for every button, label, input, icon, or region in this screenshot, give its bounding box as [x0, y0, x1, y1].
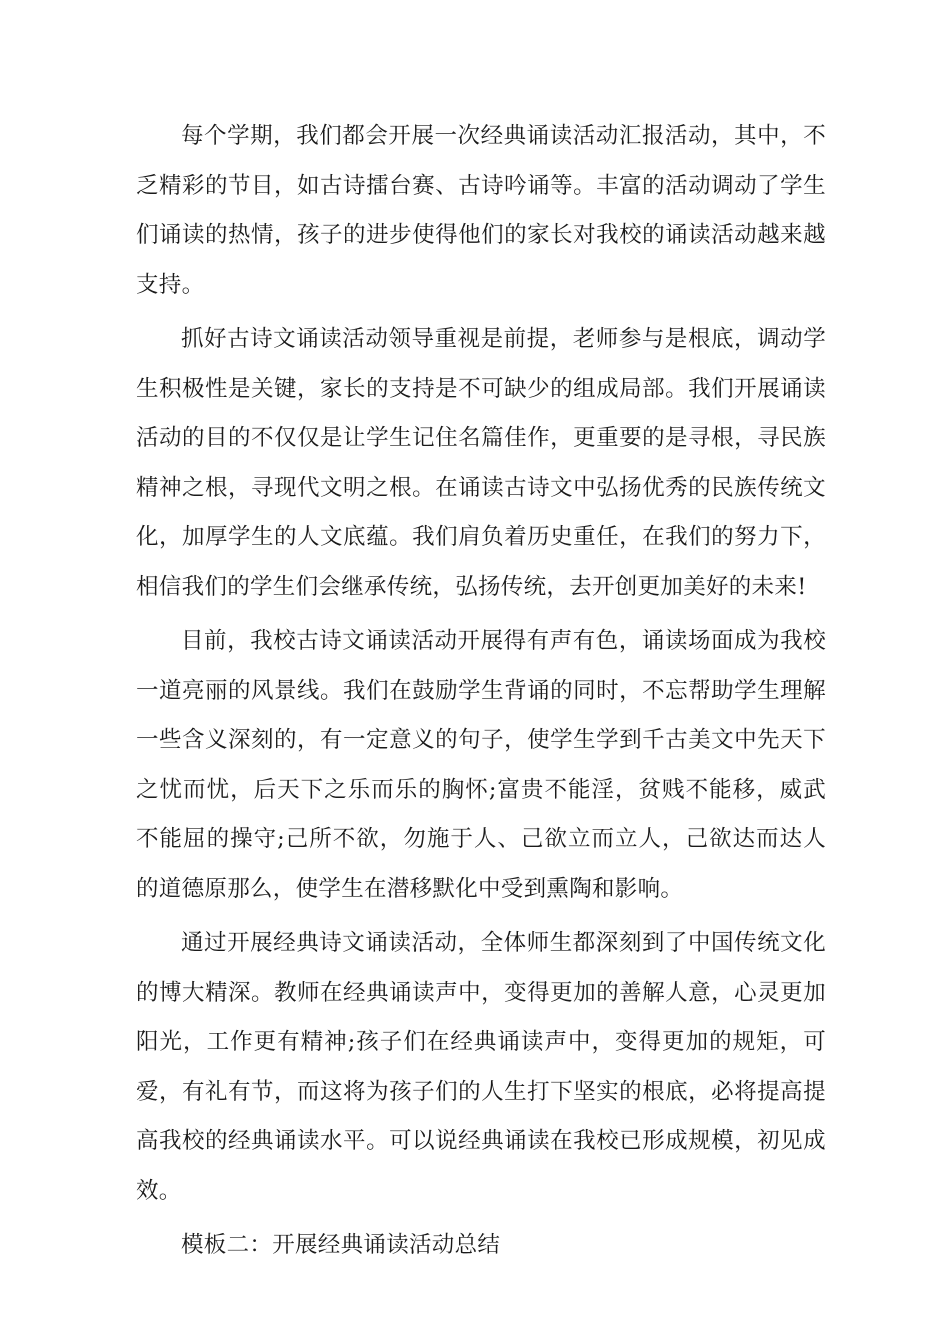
paragraph-2: 抓好古诗文诵读活动领导重视是前提，老师参与是根底，调动学生积极性是关键，家长的支持是不可缺少的组成局部。我们开展诵读活动的目的不仅仅是让学生记住名篇佳作，更重要的是寻根，寻民族精神之根，寻现代文明之根。在诵读古诗文中弘扬优秀的民族传统文化，加厚学生的人文底蕴。我们肩负着历史重任，在我们的努力下，相信我们的学生们会继承传统，弘扬传统，去开创更加美好的未来!: [136, 326, 826, 600]
document-body: [136, 112, 826, 1276]
paragraph-4: 通过开展经典诗文诵读活动，全体师生都深刻到了中国传统文化的博大精深。教师在经典诵读声中，变得更加的善解人意，心灵更加阳光，工作更有精神;孩子们在经典诵读声中，变得更加的规矩，可爱，有礼有节，而这将为孩子们的人生打下坚实的根底，必将提高提高我校的经典诵读水平。可以说经典诵读在我校已形成规模，初见成效。: [136, 930, 826, 1204]
paragraph-3: 目前，我校古诗文诵读活动开展得有声有色，诵读场面成为我校一道亮丽的风景线。我们在鼓励学生背诵的同时，不忘帮助学生理解一些含义深刻的，有一定意义的句子，使学生学到千古美文中先天下之忧而忧，后天下之乐而乐的胸怀;富贵不能淫，贫贱不能移，威武不能屈的操守;己所不欲，勿施于人、己欲立而立人，己欲达而达人的道德原那么，使学生在潜移默化中受到熏陶和影响。: [136, 628, 826, 902]
section-heading: 模板二：开展经典诵读活动总结: [181, 1232, 501, 1258]
paragraph-1: 每个学期，我们都会开展一次经典诵读活动汇报活动，其中，不乏精彩的节目，如古诗擂台赛、古诗吟诵等。丰富的活动调动了学生们诵读的热情，孩子的进步使得他们的家长对我校的诵读活动越来越支持。: [136, 123, 826, 298]
